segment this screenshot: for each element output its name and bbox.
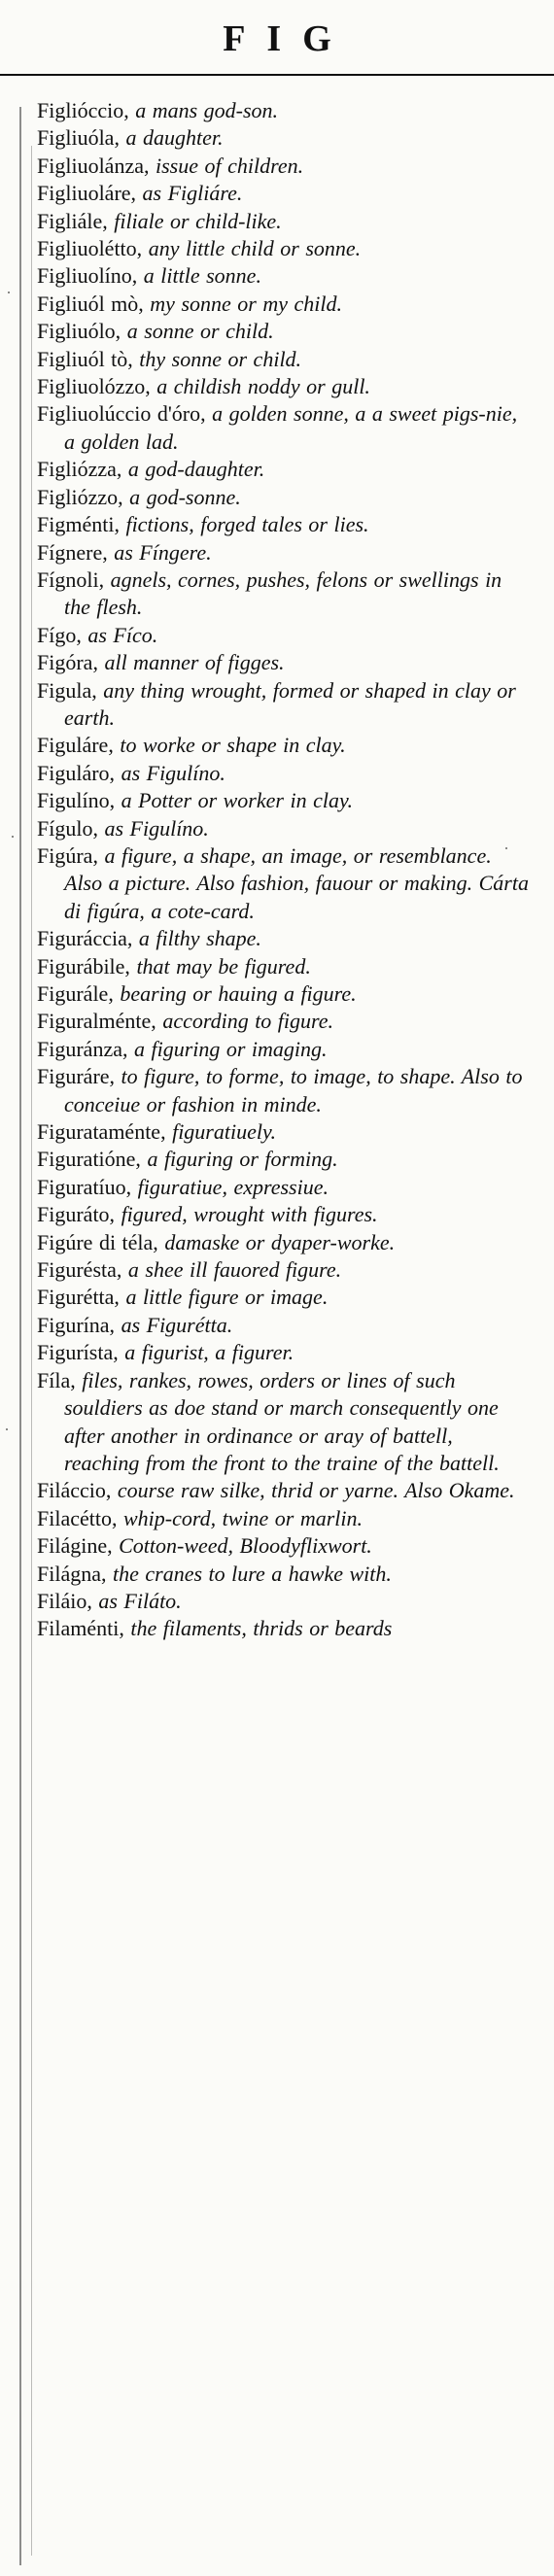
entry-headword: Figula, — [37, 677, 97, 703]
dictionary-entry — [37, 97, 531, 124]
dictionary-entry — [37, 1561, 531, 1588]
entry-definition: a figuring or imaging. — [127, 1036, 328, 1061]
entry-definition: a sonne or child. — [121, 319, 274, 344]
entry-definition: the filaments, thrids or beards — [123, 1616, 393, 1641]
dictionary-entry — [37, 208, 531, 235]
entry-headword: Figuratíuo, — [37, 1174, 132, 1199]
dictionary-entry — [37, 980, 531, 1008]
entry-headword: Figliuól tò, — [37, 346, 133, 371]
entry-definition: to figure, to forme, to image, to shape. Also to conceiue or fashion in minde. — [64, 1064, 523, 1116]
entry-definition: a figurist, a figurer. — [118, 1340, 294, 1365]
dictionary-entry — [37, 124, 531, 152]
entry-definition: my sonne or my child. — [143, 291, 342, 316]
entry-definition: filiale or child-like. — [107, 208, 282, 233]
entry-definition: figured, wrought with figures. — [115, 1202, 378, 1227]
dictionary-entry — [37, 235, 531, 262]
entry-headword: Filágna, — [37, 1561, 107, 1586]
dictionary-entry — [37, 1532, 531, 1560]
dictionary-entry — [37, 1146, 531, 1173]
entry-headword: Figliuolózzo, — [37, 374, 151, 399]
entry-headword: Figliuolúccio d'óro, — [37, 401, 206, 427]
dictionary-entry — [37, 622, 531, 649]
entry-definition: a childish noddy or gull. — [150, 374, 370, 399]
entry-headword: Figóra, — [37, 650, 98, 675]
entry-headword: Filágine, — [37, 1533, 113, 1559]
dictionary-entry — [37, 456, 531, 483]
ink-speck — [6, 1428, 8, 1430]
dictionary-entry — [37, 760, 531, 787]
dictionary-entry — [37, 953, 531, 980]
dictionary-entry — [37, 291, 531, 318]
entry-headword: Figménti, — [37, 512, 120, 537]
entry-headword: Figurína, — [37, 1312, 116, 1337]
entry-definition: a Potter or worker in clay. — [115, 788, 353, 813]
dictionary-entry — [37, 318, 531, 345]
entry-definition: Cotton-weed, Bloodyflixwort. — [112, 1533, 372, 1559]
entry-headword: Figurétta, — [37, 1285, 120, 1310]
entry-headword: Figuráre, — [37, 1064, 116, 1089]
entry-definition: that may be figured. — [129, 953, 311, 979]
entry-headword: Figliózza, — [37, 457, 122, 482]
dictionary-entry — [37, 1118, 531, 1146]
dictionary-entry — [37, 732, 531, 759]
entry-definition: any little child or sonne. — [142, 236, 362, 261]
entry-definition: figuratiue, expressiue. — [131, 1174, 329, 1199]
entry-headword: Figuratióne, — [37, 1147, 141, 1172]
margin-rule — [19, 107, 21, 2565]
dictionary-entry — [37, 400, 531, 456]
dictionary-entry — [37, 787, 531, 814]
dictionary-entry — [37, 1367, 531, 1478]
entry-definition: bearing or hauing a figure. — [113, 981, 357, 1006]
entry-definition: fictions, forged tales or lies. — [119, 512, 369, 537]
dictionary-entry — [37, 1339, 531, 1366]
entry-headword: Filacétto, — [37, 1505, 118, 1530]
dictionary-entry — [37, 649, 531, 676]
entry-definition: as Figulíno. — [97, 815, 209, 841]
entry-definition: agnels, cornes, pushes, felons or swellings in the flesh. — [64, 567, 502, 620]
entry-headword: Figurésta, — [37, 1257, 122, 1283]
dictionary-entry — [37, 1201, 531, 1228]
entry-headword: Figliuolánza, — [37, 153, 150, 178]
dictionary-entry — [37, 1008, 531, 1035]
entry-headword: Figurábile, — [37, 953, 130, 979]
dictionary-entry — [37, 925, 531, 952]
entry-headword: Figliuóla, — [37, 125, 120, 151]
dictionary-entry — [37, 567, 531, 622]
entry-list — [37, 97, 531, 1643]
entry-headword: Figuláre, — [37, 733, 114, 758]
entry-headword: Fígnere, — [37, 539, 108, 565]
dictionary-entry — [37, 1588, 531, 1615]
dictionary-entry — [37, 1312, 531, 1339]
entry-headword: Filáio, — [37, 1588, 92, 1613]
dictionary-entry — [37, 484, 531, 511]
header-rule — [0, 74, 554, 76]
entry-definition: damaske or dyaper-worke. — [157, 1229, 396, 1254]
entry-headword: Figliuoláre, — [37, 181, 137, 206]
dictionary-entry — [37, 842, 531, 925]
entry-definition: as Fíngere. — [107, 539, 212, 565]
dictionary-entry — [37, 346, 531, 373]
entry-headword: Figulíno, — [37, 788, 116, 813]
page-header — [0, 0, 554, 76]
entry-definition: whip-cord, twine or marlin. — [117, 1505, 364, 1530]
ink-speck — [8, 292, 10, 293]
entry-definition: as Figulíno. — [115, 760, 225, 785]
dictionary-entry — [37, 1477, 531, 1504]
entry-headword: Figurataménte, — [37, 1119, 166, 1145]
entry-definition: a god-daughter. — [121, 457, 265, 482]
entry-definition: files, rankes, rowes, orders or lines of such souldiers as doe stand or march consequently one after another in ordinance or aray of battell, reaching from the front to the traine of the battell. — [64, 1367, 500, 1475]
dictionary-entry — [37, 511, 531, 538]
dictionary-entry — [37, 262, 531, 290]
entry-headword: Figuránza, — [37, 1036, 128, 1061]
entry-headword: Figliuólo, — [37, 319, 121, 344]
entry-definition: to worke or shape in clay. — [113, 733, 346, 758]
entry-definition: according to figure. — [156, 1009, 334, 1034]
entry-headword: Figurále, — [37, 981, 114, 1006]
entry-headword: Figliuól mò, — [37, 291, 144, 316]
entry-headword: Figliuolíno, — [37, 263, 138, 289]
entry-definition: a filthy shape. — [132, 926, 261, 951]
entry-headword: Filaménti, — [37, 1616, 124, 1641]
dictionary-entry — [37, 1229, 531, 1256]
entry-headword: Figliuolétto, — [37, 236, 143, 261]
entry-definition: a god-sonne. — [122, 484, 241, 509]
entry-definition: as Figurétta. — [115, 1312, 233, 1337]
dictionary-entry — [37, 1505, 531, 1532]
dictionary-entry — [37, 373, 531, 400]
dictionary-entry — [37, 1036, 531, 1063]
entry-headword: Figlióccio, — [37, 98, 129, 122]
margin-rule-faint — [31, 146, 32, 2556]
entry-definition: issue of children. — [149, 153, 304, 178]
dictionary-entry — [37, 1284, 531, 1311]
entry-definition: a figuring or forming. — [140, 1147, 338, 1172]
entry-definition: a golden sonne, a a sweet pigs-nie, a golden lad. — [64, 401, 518, 454]
entry-definition: a shee ill fauored figure. — [121, 1257, 342, 1283]
entry-definition: the cranes to lure a hawke with. — [106, 1561, 392, 1586]
dictionary-entry — [37, 180, 531, 207]
entry-headword: Figuralménte, — [37, 1009, 156, 1034]
entry-headword: Figuráto, — [37, 1202, 116, 1227]
entry-headword: Figúre di téla, — [37, 1229, 158, 1254]
entry-headword: Figuráccia, — [37, 926, 133, 951]
entry-headword: Figurísta, — [37, 1340, 119, 1365]
entry-headword: Fíla, — [37, 1367, 76, 1392]
entry-headword: Figuláro, — [37, 760, 116, 785]
entry-definition: figuratiuely. — [165, 1119, 277, 1145]
entry-definition: a little figure or image. — [119, 1285, 329, 1310]
dictionary-entry — [37, 1174, 531, 1201]
entry-headword: Fígulo, — [37, 815, 98, 841]
entry-definition: as Filáto. — [91, 1588, 182, 1613]
dictionary-entry — [37, 1615, 531, 1642]
dictionary-entry — [37, 1256, 531, 1284]
entry-definition: all manner of figges. — [97, 650, 285, 675]
entry-headword: Fígnoli, — [37, 567, 105, 592]
entry-definition: a mans god-son. — [128, 98, 279, 122]
entry-definition: a figure, a shape, an image, or resemblance. Also a picture. Also fashion, fauour or making. Cárta di figúra, a cote-card. — [64, 842, 529, 923]
entry-headword: Figliále, — [37, 208, 108, 233]
dictionary-entry — [37, 815, 531, 842]
running-head: FIG — [223, 18, 353, 59]
ink-speck — [12, 836, 14, 838]
entry-definition: thy sonne or child. — [132, 346, 302, 371]
entry-headword: Fígo, — [37, 622, 82, 647]
dictionary-entry — [37, 153, 531, 180]
entry-definition: as Fíco. — [81, 622, 158, 647]
entry-headword: Figúra, — [37, 842, 98, 868]
dictionary-entry — [37, 539, 531, 567]
entry-definition: as Figliáre. — [136, 181, 243, 206]
entry-headword: Filáccio, — [37, 1478, 112, 1503]
entry-definition: any thing wrought, formed or shaped in clay or earth. — [64, 677, 516, 730]
entry-headword: Figliózzo, — [37, 484, 123, 509]
dictionary-entry — [37, 1063, 531, 1118]
entry-definition: course raw silke, thrid or yarne. Also Okame. — [111, 1478, 515, 1503]
dictionary-entry — [37, 677, 531, 733]
entry-definition: a daughter. — [119, 125, 224, 151]
entry-definition: a little sonne. — [137, 263, 261, 289]
